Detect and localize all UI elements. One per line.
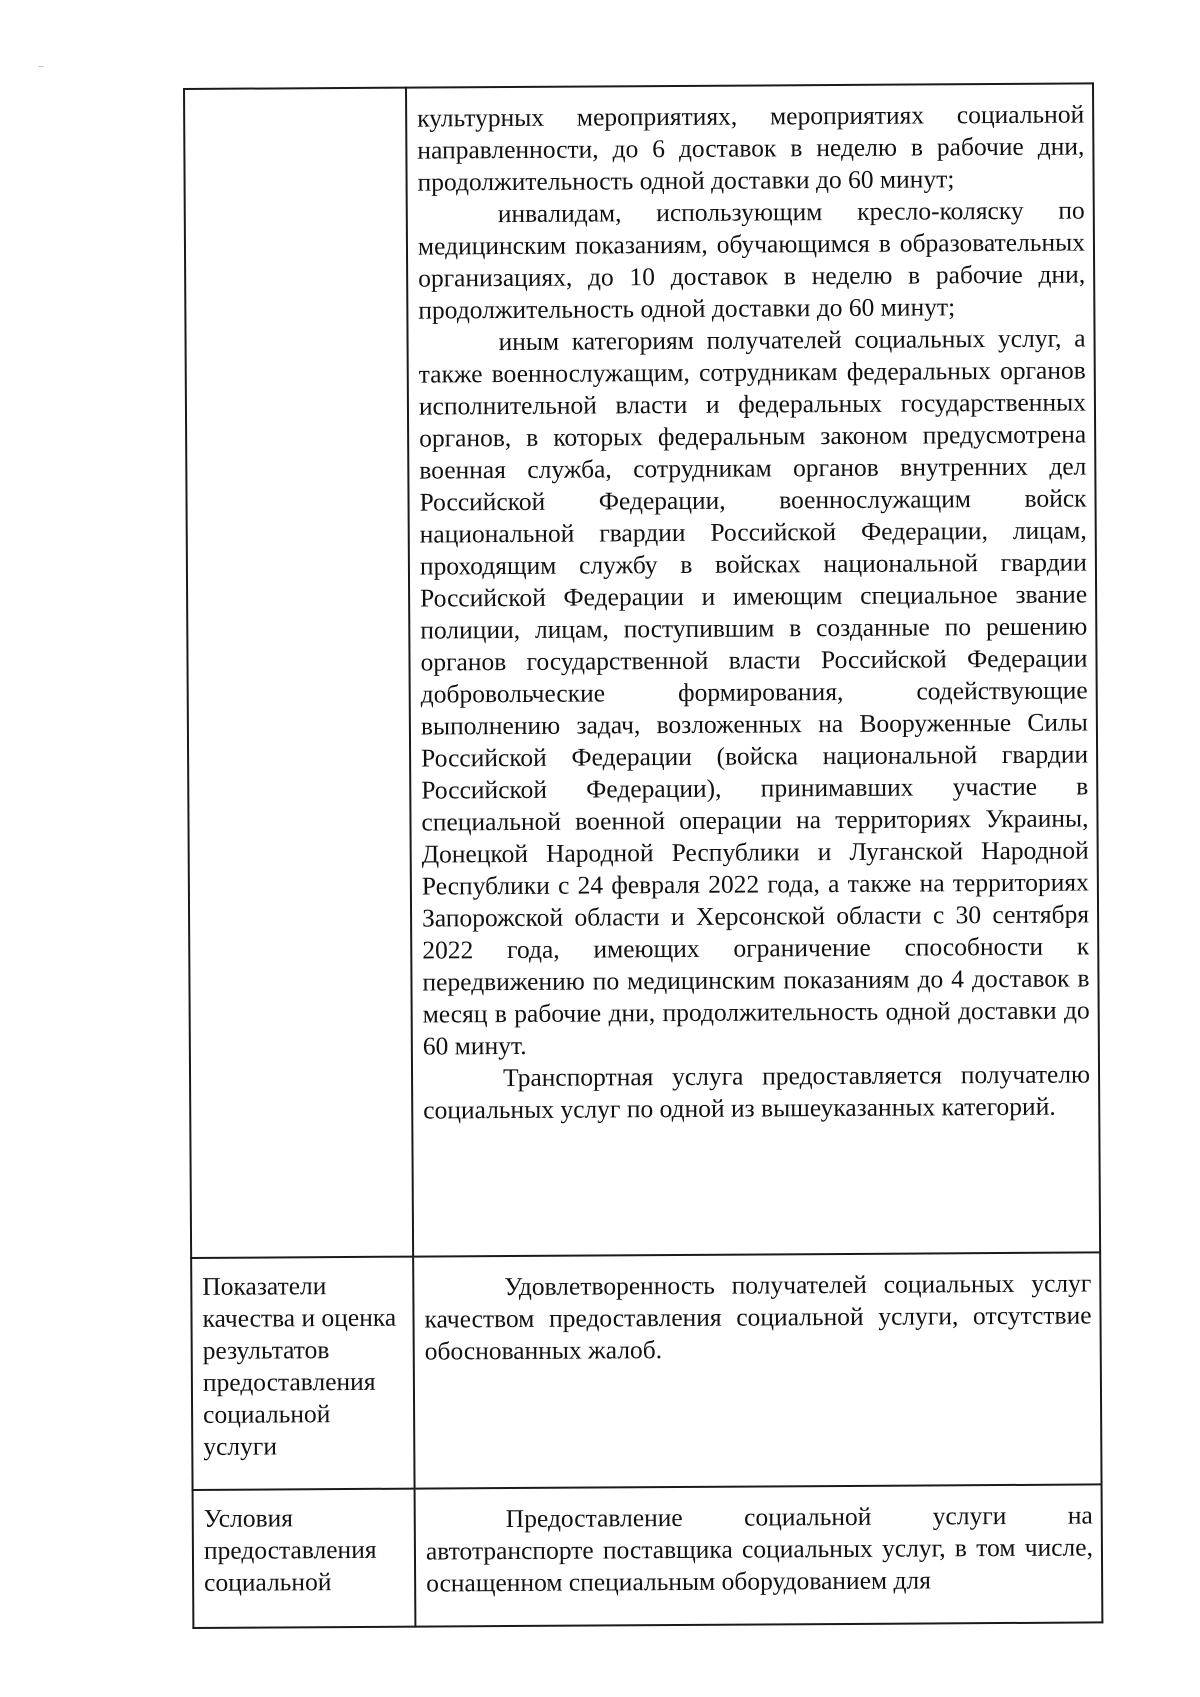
row-label: Показатели качества и оценка результатов предоставления социальной услуги — [202, 1271, 397, 1461]
row-content-cell — [415, 1484, 1103, 1626]
paragraph: Транспортная услуга предоставляется получателю социальных услуг по одной из вышеуказанных категорий. — [423, 1059, 1091, 1125]
row-label: Условия предоставления социальной — [203, 1503, 377, 1597]
service-description-table — [183, 82, 1103, 1629]
paragraph: иным категориям получателей социальных услуг, а также военнослужащим, сотрудникам федеральных органов исполнительной власти и федеральных государственных органов, в которых федеральным законом предусмотрена военная служба, сотрудникам органов внутренних дел Российской Федерации, военнослужащим войск национальной гвардии Российской Федерации, лицам, проходящим службу в войсках национальной гвардии Российской Федерации и имеющим специальное звание полиции, лицам, поступившим в созданные по решению органов государственной власти Российской Федерации добровольческие формирования, содействующие выполнению задач, возложенных на Вооруженные Силы Российской Федерации (войска национальной гвардии Российской Федерации), принимавших участие в специальной военной операции на территориях Украины, Донецкой Народной Республики и Луганской Народной Республики с 24 февраля 2022 года, а также на территориях Запорожской области и Херсонской области с 30 сентября 2022 года, имеющих ограничение способности к передвижению по медицинским показаниям до 4 доставок в месяц в рабочие дни, продолжительность одной доставки до 60 минут. — [418, 323, 1090, 1061]
row-label-cell — [191, 1257, 414, 1490]
row-label-cell — [193, 1489, 416, 1628]
paragraph: Предоставление социальной услуги на автотранспорте поставщика социальных услуг, в том числе, оснащенном специальным оборудованием для — [425, 1500, 1094, 1598]
row-label — [195, 101, 399, 102]
scan-speck — [38, 66, 44, 67]
table-row — [184, 83, 1100, 1258]
row-content-cell — [406, 83, 1100, 1256]
paragraph: Удовлетворенность получателей социальных услуг качеством предоставления социальной услуги, отсутствие обоснованных жалоб. — [424, 1268, 1092, 1366]
row-label-cell — [184, 88, 413, 1258]
table-row — [191, 1252, 1101, 1490]
row-content-cell — [413, 1252, 1101, 1488]
paragraph: культурных мероприятиях, мероприятиях социальной направленности, до 6 доставок в неделю в рабочие дни, продолжительность одной доставки до 60 минут; — [417, 99, 1085, 197]
paragraph: инвалидам, использующим кресло-коляску по медицинским показаниям, обучающимся в образовательных организациях, до 10 доставок в неделю в рабочие дни, продолжительность одной доставки до 60 минут; — [417, 195, 1086, 325]
table-row — [193, 1484, 1103, 1628]
